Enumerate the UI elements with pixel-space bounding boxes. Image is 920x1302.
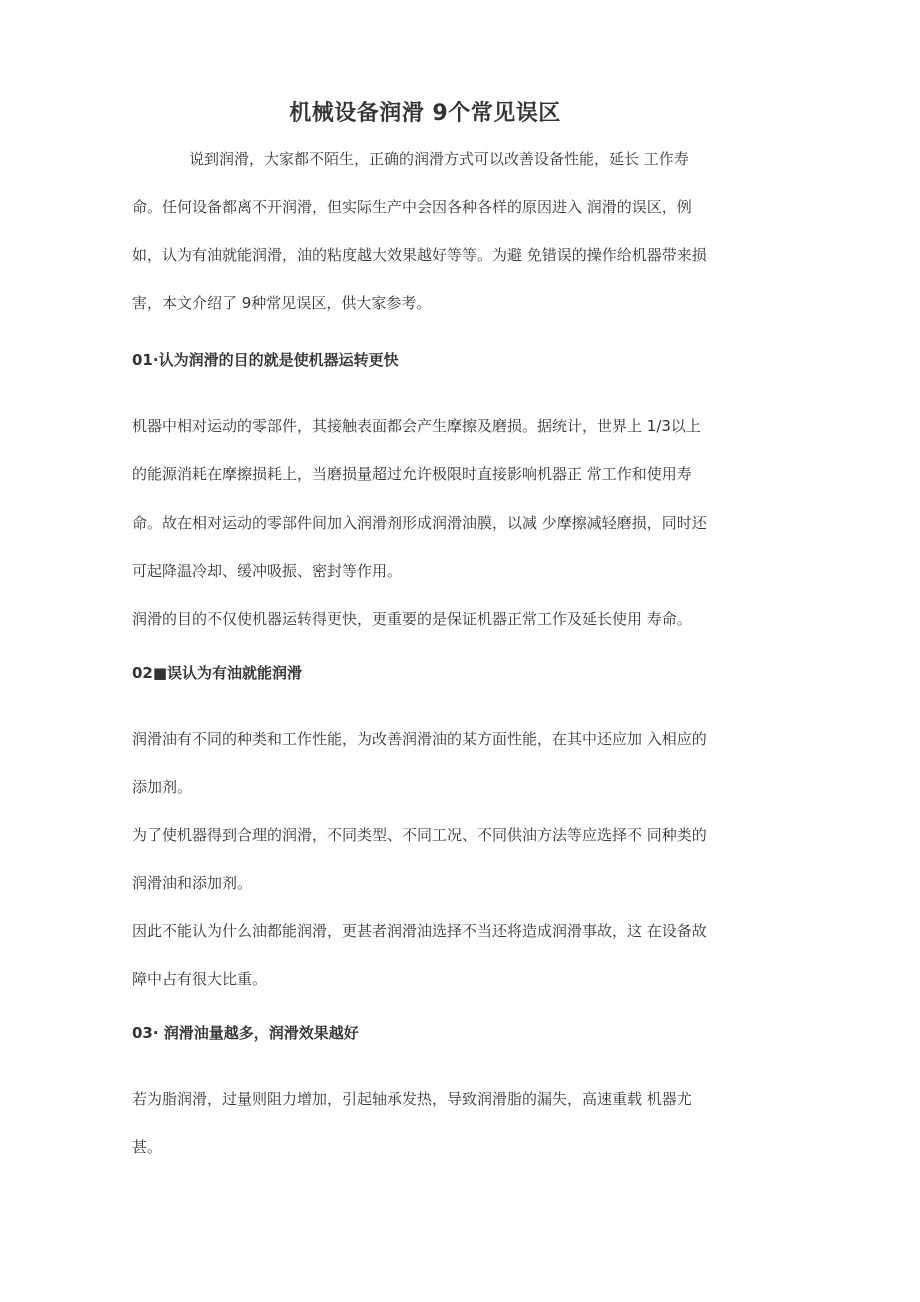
intro-line: 如，认为有油就能润滑，油的粘度越大效果越好等等。为避 免错误的操作给机器带来损	[132, 246, 707, 264]
section-02-line: 润滑油有不同的种类和工作性能，为改善润滑油的某方面性能，在其中还应加 入相应的	[132, 730, 707, 748]
section-01-line: 可起降温冷却、缓冲吸振、密封等作用。	[132, 562, 403, 580]
section-heading-02: 02■误认为有油就能润滑	[132, 664, 303, 682]
document-title: 机械设备润滑 9个常见误区	[289, 101, 561, 126]
section-03-line: 若为脂润滑，过量则阻力增加，引起轴承发热，导致润滑脂的漏失，高速重载 机器尤	[132, 1090, 692, 1108]
section-02-line: 因此不能认为什么油都能润滑，更甚者润滑油选择不当还将造成润滑事故，这 在设备故	[132, 922, 707, 940]
section-heading-03: 03· 润滑油量越多，润滑效果越好	[132, 1024, 359, 1042]
section-01-line: 机器中相对运动的零部件，其接触表面都会产生摩擦及磨损。据统计，世界上 1/3以上	[132, 417, 701, 435]
section-02-line: 为了使机器得到合理的润滑，不同类型、不同工况、不同供油方法等应选择不 同种类的	[132, 826, 707, 844]
section-02-line: 润滑油和添加剂。	[132, 874, 253, 892]
section-01-line: 润滑的目的不仅使机器运转得更快，更重要的是保证机器正常工作及延长使用 寿命。	[132, 610, 692, 628]
section-02-line: 添加剂。	[132, 778, 193, 796]
section-heading-01: 01·认为润滑的目的就是使机器运转更快	[132, 351, 399, 369]
intro-line: 害，本文介绍了 9种常见误区，供大家参考。	[132, 294, 432, 312]
intro-line: 说到润滑，大家都不陌生，正确的润滑方式可以改善设备性能，延长 工作寿	[189, 150, 689, 168]
intro-line: 命。任何设备都离不开润滑，但实际生产中会因各种各样的原因进入 润滑的误区，例	[132, 198, 692, 216]
section-03-line: 甚。	[132, 1138, 163, 1156]
section-02-line: 障中占有很大比重。	[132, 970, 268, 988]
section-01-line: 的能源消耗在摩擦损耗上，当磨损量超过允许极限时直接影响机器正 常工作和使用寿	[132, 465, 692, 483]
section-01-line: 命。故在相对运动的零部件间加入润滑剂形成润滑油膜，以减 少摩擦减轻磨损，同时还	[132, 514, 707, 532]
